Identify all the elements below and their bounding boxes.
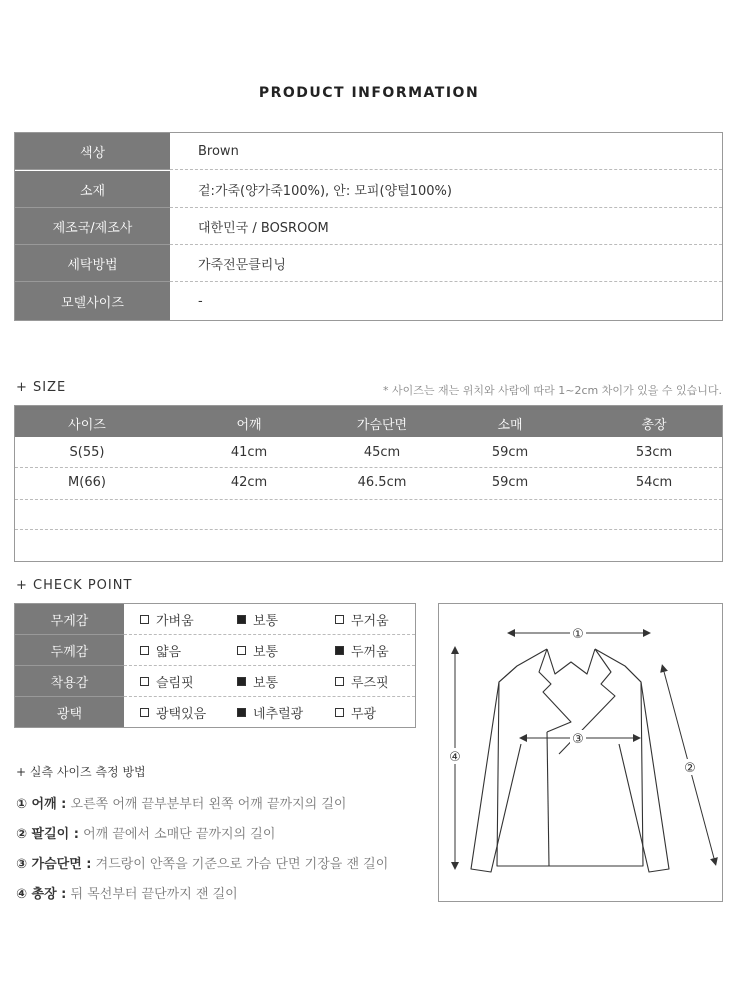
- size-cell: 41cm: [230, 445, 268, 460]
- info-row-color: [15, 133, 722, 170]
- check-heading: + CHECK POINT: [16, 578, 133, 593]
- size-cell: 54cm: [635, 475, 673, 490]
- check-option-label: 보통: [253, 676, 279, 691]
- check-option-label: 보통: [253, 614, 279, 629]
- info-label: 모델사이즈: [15, 282, 170, 320]
- info-label: 소재: [15, 171, 170, 208]
- diagram-label-2: ②: [684, 761, 696, 776]
- size-table: [14, 405, 723, 562]
- info-row-model-size: [15, 282, 722, 320]
- measure-key: ④ 총장 :: [16, 887, 67, 902]
- check-option: [140, 697, 206, 728]
- info-label: 제조국/제조사: [15, 208, 170, 245]
- check-option: [335, 666, 389, 697]
- unchecked-box-icon: [237, 646, 246, 655]
- size-column-header: 사이즈: [68, 418, 106, 433]
- check-option: [140, 666, 194, 697]
- measure-key: ① 어깨 :: [16, 797, 67, 812]
- check-option-label: 루즈핏: [351, 676, 389, 691]
- measure-key: ② 팔길이 :: [16, 827, 79, 842]
- size-cell: 59cm: [491, 445, 529, 460]
- size-column-header: 어깨: [236, 418, 262, 433]
- info-value: 가죽전문클리닝: [198, 258, 286, 273]
- check-option: [140, 604, 194, 635]
- size-column-header: 총장: [641, 418, 667, 433]
- check-option-label: 보통: [253, 645, 279, 660]
- check-point-table: [14, 603, 416, 728]
- size-cell: 53cm: [635, 445, 673, 460]
- size-cell: 45cm: [363, 445, 401, 460]
- jacket-measurement-diagram: [438, 603, 723, 902]
- check-option-label: 두꺼움: [351, 645, 389, 660]
- check-option-label: 무거움: [351, 614, 389, 629]
- measure-item: [16, 853, 388, 872]
- size-cell: 59cm: [491, 475, 529, 490]
- info-value: -: [198, 293, 203, 309]
- size-note: * 사이즈는 재는 위치와 사람에 따라 1~2cm 차이가 있을 수 있습니다.: [383, 384, 722, 397]
- size-cell: 46.5cm: [357, 475, 407, 490]
- check-option: [140, 635, 181, 666]
- unchecked-box-icon: [140, 708, 149, 717]
- check-option-label: 얇음: [156, 645, 182, 660]
- measure-item: [16, 793, 346, 812]
- jacket-illustration: [439, 604, 722, 901]
- check-label: 착용감: [15, 666, 124, 697]
- unchecked-box-icon: [140, 615, 149, 624]
- measure-text: 오른쪽 어깨 끝부분부터 왼쪽 어깨 끝까지의 길이: [66, 797, 347, 812]
- check-option: [237, 697, 303, 728]
- check-option-label: 광택있음: [156, 707, 207, 722]
- info-value: 겉:가죽(양가죽100%), 안: 모피(양털100%): [198, 184, 452, 199]
- size-table-header: [15, 406, 722, 437]
- measure-text: 겨드랑이 안쪽을 기준으로 가슴 단면 기장을 잰 길이: [91, 857, 389, 872]
- check-option: [335, 635, 389, 666]
- unchecked-box-icon: [140, 646, 149, 655]
- info-row-material: [15, 171, 722, 208]
- measure-item: [16, 883, 238, 902]
- unchecked-box-icon: [335, 708, 344, 717]
- measure-key: ③ 가슴단면 :: [16, 857, 92, 872]
- page-title: PRODUCT INFORMATION: [258, 85, 480, 101]
- check-option: [237, 666, 278, 697]
- diagram-label-4: ④: [449, 750, 461, 765]
- checked-box-icon: [237, 615, 246, 624]
- diagram-label-3: ③: [572, 732, 584, 747]
- size-cell: M(66): [68, 475, 106, 490]
- check-option-label: 네추럴광: [253, 707, 304, 722]
- unchecked-box-icon: [335, 615, 344, 624]
- check-option: [237, 635, 278, 666]
- measure-item: [16, 823, 275, 842]
- info-value: 대한민국 / BOSROOM: [198, 221, 329, 236]
- unchecked-box-icon: [335, 677, 344, 686]
- size-column-header: 소매: [497, 418, 523, 433]
- info-label: 세탁방법: [15, 245, 170, 282]
- info-value: Brown: [198, 144, 239, 159]
- measure-heading: + 실측 사이즈 측정 방법: [16, 765, 146, 779]
- check-option: [237, 604, 278, 635]
- product-info-table: [14, 132, 723, 321]
- check-option: [335, 604, 389, 635]
- check-option: [335, 697, 376, 728]
- check-option-label: 가벼움: [156, 614, 194, 629]
- checked-box-icon: [335, 646, 344, 655]
- info-row-origin: [15, 208, 722, 245]
- check-label: 광택: [15, 697, 124, 727]
- checked-box-icon: [237, 708, 246, 717]
- check-option-label: 슬림핏: [156, 676, 194, 691]
- size-column-header: 가슴단면: [356, 418, 408, 433]
- info-row-washing: [15, 245, 722, 282]
- size-heading: + SIZE: [16, 380, 67, 395]
- unchecked-box-icon: [140, 677, 149, 686]
- check-option-label: 무광: [351, 707, 377, 722]
- diagram-label-1: ①: [572, 627, 584, 642]
- measure-text: 뒤 목선부터 끝단까지 잰 길이: [66, 887, 238, 902]
- checked-box-icon: [237, 677, 246, 686]
- size-cell: S(55): [69, 445, 105, 460]
- check-label: 두께감: [15, 635, 124, 666]
- measure-text: 어깨 끝에서 소매단 끝까지의 길이: [78, 827, 276, 842]
- size-cell: 42cm: [230, 475, 268, 490]
- info-label: 색상: [15, 133, 170, 170]
- check-label: 무게감: [15, 604, 124, 635]
